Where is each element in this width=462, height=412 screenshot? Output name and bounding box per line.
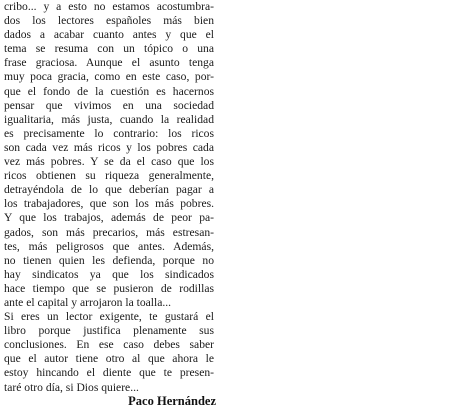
article-line: es precisamente lo contrario: los ricos [4, 126, 214, 140]
article-line: que el autor tiene otro al que ahora le [4, 352, 214, 366]
article-line: hace tiempo que se pusieron de rodillas [4, 281, 214, 295]
article-line: son cada vez más ricos y los pobres cada [4, 140, 214, 154]
author-signature: Paco Hernández [128, 394, 216, 408]
article-line: frase graciosa. Aunque el asunto tenga [4, 56, 214, 70]
article-line: dados a acabar cuanto antes y que el [4, 28, 214, 42]
article-line: pensar que vivimos en una sociedad [4, 98, 214, 112]
article-line: cribo... y a esto no estamos acostumbra- [4, 0, 214, 13]
article-line: gados, son más precarios, más estresan- [4, 225, 214, 239]
article-line: no tienen quien les defienda, porque no [4, 253, 214, 267]
article-column [4, 0, 214, 395]
article-line: los trabajadores, que son los más pobres. [4, 197, 214, 211]
article-line: ricos obtienen su riqueza generalmente, [4, 169, 214, 183]
article-line: muy poca gracia, como en este caso, por- [4, 70, 214, 84]
article-line: tes, más peligrosos que antes. Además, [4, 239, 214, 253]
article-line: estoy hincando el diente que te presen- [4, 366, 214, 380]
article-line: libro porque justifica plenamente sus [4, 324, 214, 338]
article-line: tema se resuma con un tópico o una [4, 42, 214, 56]
article-line: ante el capital y arrojaron la toalla... [4, 295, 172, 309]
article-line: que el fondo de la cuestión es hacernos [4, 84, 214, 98]
article-line: taré otro día, si Dios quiere... [4, 380, 139, 394]
article-line: Y que los trabajos, además de peor pa- [4, 211, 214, 225]
article-line: conclusiones. En ese caso debes saber [4, 338, 214, 352]
article-line: detrayéndola de lo que deberían pagar a [4, 183, 214, 197]
article-line: igualitaria, más justa, cuando la realidad [4, 112, 214, 126]
article-line: Si eres un lector exigente, te gustará el [4, 310, 214, 324]
article-line: dos los lectores españoles más bien [4, 14, 214, 28]
article-line: hay sindicatos ya que los sindicados [4, 267, 214, 281]
article-line: vez más pobres. Y se da el caso que los [4, 155, 214, 169]
